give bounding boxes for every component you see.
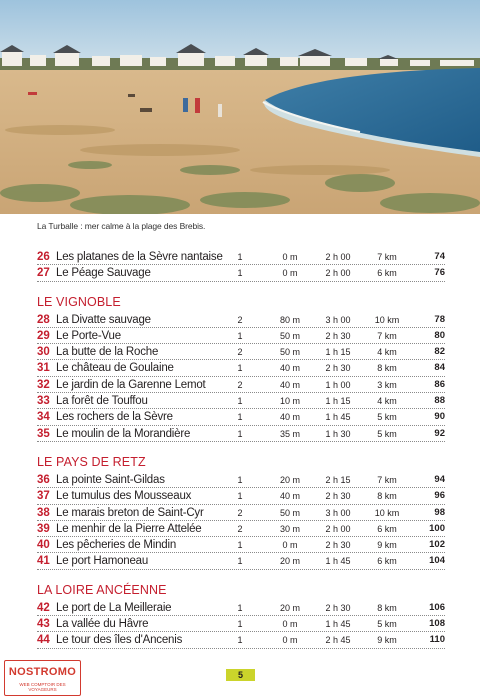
walk-duration: 1 h 15 bbox=[325, 396, 351, 407]
walk-difficulty: 1 bbox=[237, 556, 243, 567]
walk-elevation: 0 m bbox=[282, 540, 298, 551]
walk-distance: 7 km bbox=[377, 252, 397, 262]
walk-page: 96 bbox=[434, 490, 445, 502]
walk-number: 38 bbox=[37, 506, 50, 519]
walk-difficulty: 1 bbox=[237, 330, 243, 341]
walk-name: La butte de la Roche bbox=[56, 346, 159, 359]
walk-elevation: 20 m bbox=[279, 474, 300, 485]
walk-duration: 1 h 15 bbox=[325, 347, 351, 358]
walk-row[interactable] bbox=[37, 393, 445, 409]
walk-difficulty: 1 bbox=[237, 635, 243, 646]
logo-tagline: WEB COMPTOIR DES VOYAGEURS bbox=[19, 682, 66, 692]
walk-number: 39 bbox=[37, 522, 50, 535]
walk-elevation: 0 m bbox=[282, 252, 298, 262]
walk-name: Les platanes de la Sèvre nantaise bbox=[56, 251, 223, 263]
walk-elevation: 0 m bbox=[282, 635, 298, 646]
walk-row[interactable] bbox=[37, 488, 445, 504]
walk-elevation: 40 m bbox=[279, 412, 300, 423]
walk-number: 43 bbox=[37, 618, 50, 631]
walk-duration: 2 h 30 bbox=[325, 540, 351, 551]
walk-number: 27 bbox=[37, 267, 50, 280]
walk-difficulty: 1 bbox=[237, 474, 243, 485]
walks-table bbox=[37, 249, 445, 649]
walk-page: 92 bbox=[434, 427, 445, 439]
walk-name: Le tumulus des Mousseaux bbox=[56, 490, 192, 503]
walk-number: 44 bbox=[37, 634, 50, 647]
walk-distance: 5 km bbox=[377, 619, 397, 630]
walk-elevation: 20 m bbox=[279, 602, 300, 613]
walk-name: Le port Hamoneau bbox=[56, 555, 149, 568]
walk-distance: 8 km bbox=[377, 602, 397, 613]
walk-elevation: 50 m bbox=[279, 330, 300, 341]
walk-row[interactable] bbox=[37, 472, 445, 488]
walk-name: Le jardin de la Garenne Lemot bbox=[56, 378, 206, 391]
walk-difficulty: 1 bbox=[237, 619, 243, 630]
walk-distance: 6 km bbox=[377, 268, 397, 279]
walk-difficulty: 2 bbox=[237, 314, 243, 325]
walk-distance: 6 km bbox=[377, 556, 397, 567]
walk-elevation: 50 m bbox=[279, 347, 300, 358]
section-header bbox=[37, 442, 445, 472]
walk-difficulty: 1 bbox=[237, 396, 243, 407]
walk-elevation: 20 m bbox=[279, 556, 300, 567]
walk-name: Le menhir de la Pierre Attelée bbox=[56, 522, 202, 535]
walk-name: Le Péage Sauvage bbox=[56, 267, 151, 280]
walk-name: Les rochers de la Sèvre bbox=[56, 411, 173, 424]
walk-number: 29 bbox=[37, 329, 50, 342]
walk-name: Les pêcheries de Mindin bbox=[56, 539, 177, 552]
walk-number: 28 bbox=[37, 313, 50, 326]
walk-page: 104 bbox=[429, 555, 445, 567]
walk-difficulty: 1 bbox=[237, 268, 243, 279]
photo-caption: La Turballe : mer calme à la plage des Brebis. bbox=[37, 221, 206, 231]
walk-difficulty: 1 bbox=[237, 363, 243, 374]
walk-elevation: 35 m bbox=[279, 428, 300, 439]
walk-duration: 1 h 00 bbox=[325, 379, 351, 390]
walk-distance: 8 km bbox=[377, 363, 397, 374]
walk-distance: 7 km bbox=[377, 330, 397, 341]
walk-difficulty: 1 bbox=[237, 491, 243, 502]
walk-duration: 2 h 00 bbox=[325, 268, 351, 279]
walk-number: 31 bbox=[37, 362, 50, 375]
walk-row[interactable] bbox=[37, 632, 445, 648]
walk-duration: 2 h 30 bbox=[325, 491, 351, 502]
walk-elevation: 40 m bbox=[279, 491, 300, 502]
walk-name: La forêt de Touffou bbox=[56, 395, 148, 408]
walk-page: 108 bbox=[429, 618, 445, 630]
section-title: LA LOIRE ANCÉENNE bbox=[37, 582, 167, 597]
walk-row[interactable] bbox=[37, 344, 445, 360]
walk-elevation: 40 m bbox=[279, 379, 300, 390]
walk-name: Le tour des îles d'Ancenis bbox=[56, 634, 183, 647]
walk-page: 100 bbox=[429, 522, 445, 534]
page-number: 5 bbox=[226, 669, 255, 681]
walk-row[interactable] bbox=[37, 616, 445, 632]
walk-row[interactable] bbox=[37, 360, 445, 376]
walk-distance: 9 km bbox=[377, 635, 397, 646]
walk-number: 33 bbox=[37, 395, 50, 408]
walk-distance: 7 km bbox=[377, 474, 397, 485]
walk-elevation: 0 m bbox=[282, 268, 298, 279]
walk-distance: 6 km bbox=[377, 523, 397, 534]
walk-number: 42 bbox=[37, 601, 50, 614]
walk-name: La vallée du Hâvre bbox=[56, 618, 149, 631]
walk-distance: 4 km bbox=[377, 396, 397, 407]
walk-page: 76 bbox=[434, 267, 445, 279]
walk-row[interactable] bbox=[37, 426, 445, 442]
beach-photo bbox=[0, 0, 480, 218]
walk-row[interactable] bbox=[37, 521, 445, 537]
walk-duration: 3 h 00 bbox=[325, 314, 351, 325]
walk-name: Le Porte-Vue bbox=[56, 329, 121, 342]
walk-difficulty: 2 bbox=[237, 379, 243, 390]
walk-page: 102 bbox=[429, 539, 445, 551]
walk-difficulty: 1 bbox=[237, 428, 243, 439]
walk-name: La pointe Saint-Gildas bbox=[56, 473, 165, 486]
walk-name: Le port de La Meilleraie bbox=[56, 601, 172, 614]
walk-distance: 8 km bbox=[377, 491, 397, 502]
walk-elevation: 50 m bbox=[279, 507, 300, 518]
walk-number: 37 bbox=[37, 490, 50, 503]
walk-duration: 2 h 30 bbox=[325, 330, 351, 341]
walk-duration: 1 h 45 bbox=[325, 619, 351, 630]
walk-row[interactable] bbox=[37, 505, 445, 521]
walk-number: 36 bbox=[37, 473, 50, 486]
walk-name: La Divatte sauvage bbox=[56, 313, 151, 326]
section-title: LE PAYS DE RETZ bbox=[37, 454, 146, 469]
walk-duration: 2 h 00 bbox=[325, 252, 351, 262]
walk-page: 78 bbox=[434, 313, 445, 325]
walk-page: 106 bbox=[429, 601, 445, 613]
walk-difficulty: 1 bbox=[237, 602, 243, 613]
walk-duration: 1 h 45 bbox=[325, 556, 351, 567]
walk-page: 80 bbox=[434, 329, 445, 341]
walk-name: Le moulin de la Morandière bbox=[56, 427, 191, 440]
walk-difficulty: 1 bbox=[237, 412, 243, 423]
walk-row[interactable] bbox=[37, 328, 445, 344]
walk-page: 82 bbox=[434, 346, 445, 358]
walk-page: 86 bbox=[434, 378, 445, 390]
walk-number: 41 bbox=[37, 555, 50, 568]
walk-difficulty: 2 bbox=[237, 347, 243, 358]
walk-distance: 5 km bbox=[377, 412, 397, 423]
walk-row[interactable] bbox=[37, 600, 445, 616]
walk-distance: 3 km bbox=[377, 379, 397, 390]
walk-page: 90 bbox=[434, 411, 445, 423]
walk-distance: 4 km bbox=[377, 347, 397, 358]
walk-number: 34 bbox=[37, 411, 50, 424]
walk-number: 30 bbox=[37, 346, 50, 359]
walk-difficulty: 1 bbox=[237, 540, 243, 551]
walk-page: 74 bbox=[434, 251, 445, 262]
walk-number: 26 bbox=[37, 251, 50, 263]
walk-elevation: 10 m bbox=[279, 396, 300, 407]
nostromo-logo bbox=[4, 660, 81, 696]
walk-distance: 5 km bbox=[377, 428, 397, 439]
walk-distance: 9 km bbox=[377, 540, 397, 551]
walk-row[interactable] bbox=[37, 377, 445, 393]
walk-elevation: 0 m bbox=[282, 619, 298, 630]
walk-elevation: 30 m bbox=[279, 523, 300, 534]
walk-number: 35 bbox=[37, 427, 50, 440]
walk-name: Le marais breton de Saint-Cyr bbox=[56, 506, 204, 519]
walk-page: 84 bbox=[434, 362, 445, 374]
walk-row[interactable] bbox=[37, 537, 445, 553]
walk-duration: 2 h 00 bbox=[325, 523, 351, 534]
walk-page: 110 bbox=[429, 634, 445, 646]
walk-duration: 2 h 45 bbox=[325, 635, 351, 646]
walk-duration: 2 h 15 bbox=[325, 474, 351, 485]
walk-distance: 10 km bbox=[374, 507, 400, 518]
walk-duration: 1 h 30 bbox=[325, 428, 351, 439]
walk-duration: 2 h 30 bbox=[325, 363, 351, 374]
logo-name: NOSTROMO bbox=[8, 666, 77, 678]
walk-number: 40 bbox=[37, 539, 50, 552]
walk-difficulty: 2 bbox=[237, 523, 243, 534]
walk-difficulty: 2 bbox=[237, 507, 243, 518]
walk-name: Le château de Goulaine bbox=[56, 362, 174, 375]
walk-row[interactable] bbox=[37, 312, 445, 328]
walk-row[interactable] bbox=[37, 249, 445, 265]
walk-row[interactable] bbox=[37, 553, 445, 569]
walk-duration: 3 h 00 bbox=[325, 507, 351, 518]
walk-elevation: 40 m bbox=[279, 363, 300, 374]
walk-elevation: 80 m bbox=[279, 314, 300, 325]
walk-duration: 2 h 30 bbox=[325, 602, 351, 613]
walk-page: 94 bbox=[434, 473, 445, 485]
walk-page: 88 bbox=[434, 395, 445, 407]
walk-number: 32 bbox=[37, 378, 50, 391]
walk-row[interactable] bbox=[37, 265, 445, 281]
section-title: LE VIGNOBLE bbox=[37, 294, 121, 309]
walk-difficulty: 1 bbox=[237, 252, 243, 262]
walk-row[interactable] bbox=[37, 409, 445, 425]
section-header bbox=[37, 282, 445, 312]
walk-duration: 1 h 45 bbox=[325, 412, 351, 423]
walk-distance: 10 km bbox=[374, 314, 400, 325]
walk-page: 98 bbox=[434, 506, 445, 518]
beach-illustration bbox=[0, 0, 480, 218]
section-header bbox=[37, 570, 445, 600]
